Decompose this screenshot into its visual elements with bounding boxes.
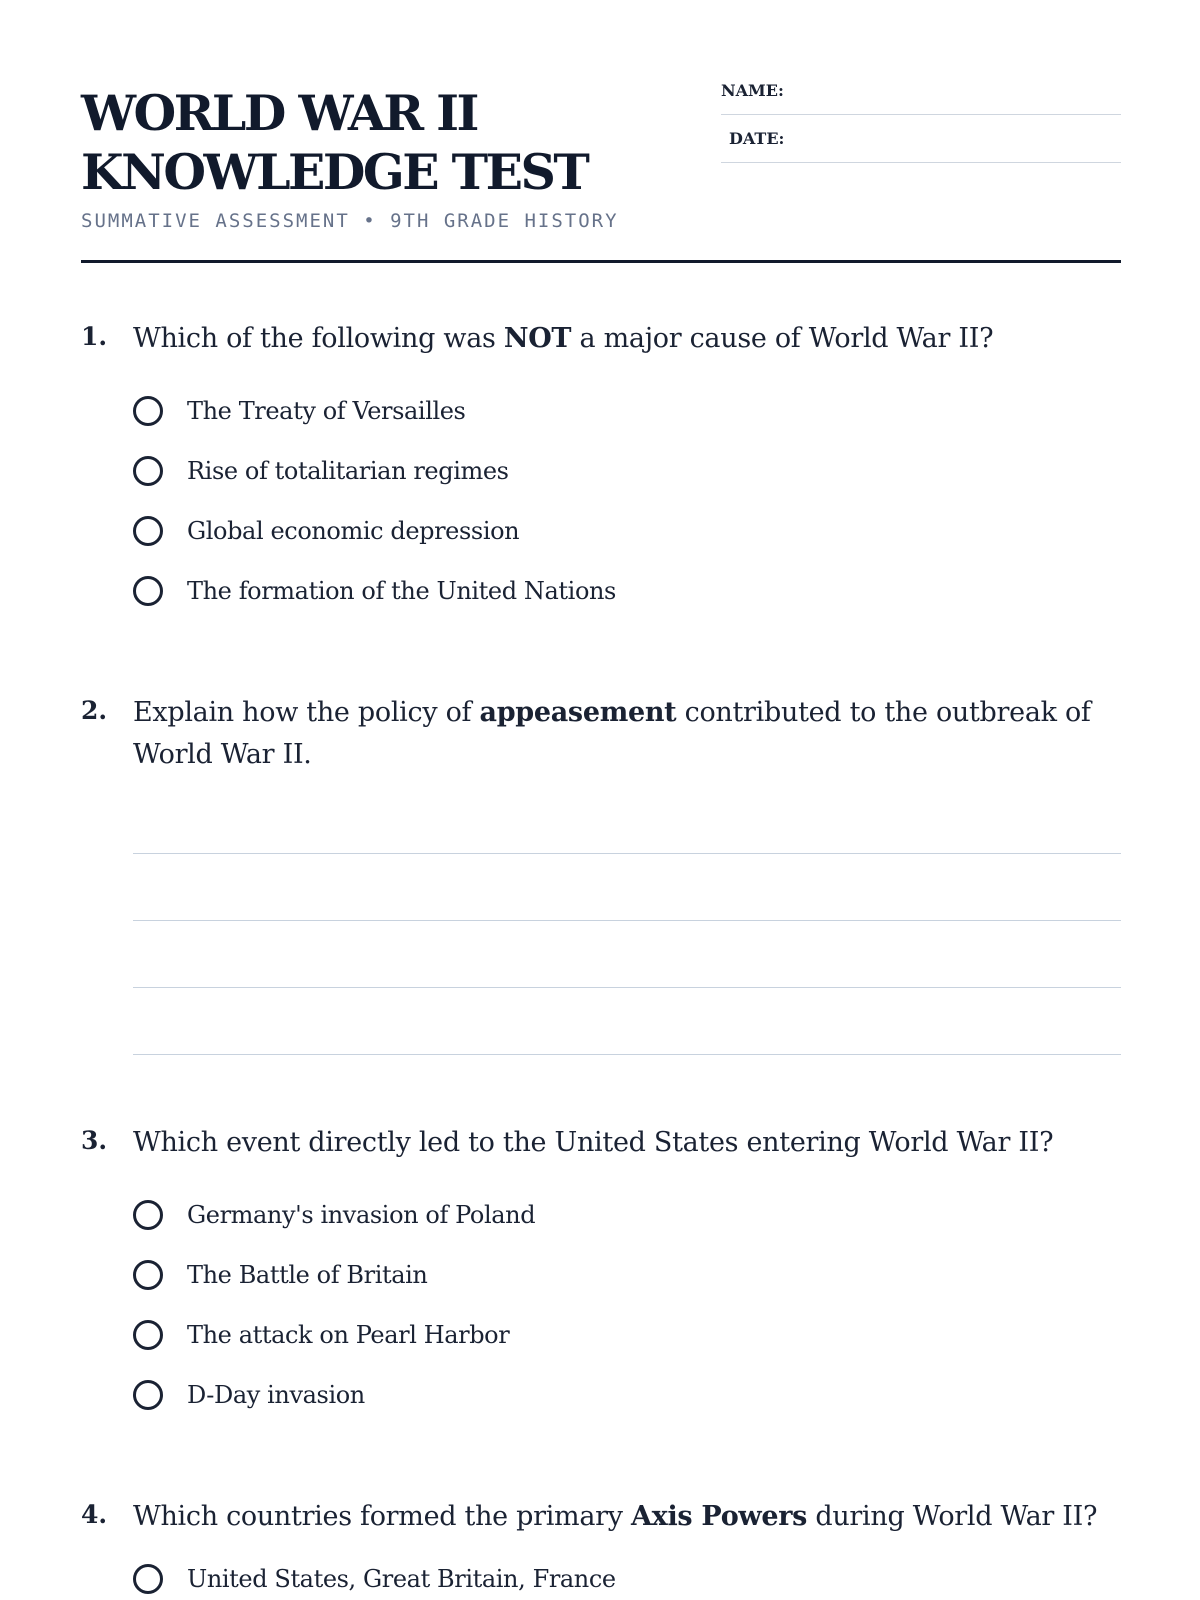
answer-line[interactable] — [133, 991, 1121, 1055]
question-text — [133, 692, 1121, 776]
question-text-part: Which countries formed the primary — [133, 1501, 632, 1532]
option-label: Rise of totalitarian regimes — [187, 457, 509, 485]
question-text: Which event directly led to the United States entering World War II? — [133, 1127, 1054, 1158]
name-input[interactable] — [801, 80, 1121, 112]
date-field — [721, 128, 1121, 163]
question-text-part: Which of the following was — [133, 323, 504, 354]
question-text — [133, 1496, 1121, 1538]
title-line-1: WORLD WAR II — [81, 84, 477, 142]
date-input[interactable] — [801, 128, 1121, 160]
question-text-part: Explain how the policy of — [133, 697, 480, 728]
header-divider — [81, 260, 1121, 263]
option-label: D-Day invasion — [187, 1381, 365, 1409]
radio-button[interactable] — [133, 1564, 163, 1594]
option-label: The formation of the United Nations — [187, 577, 616, 605]
answer-option[interactable] — [133, 571, 616, 611]
date-label: DATE: — [729, 129, 785, 148]
page-subtitle: SUMMATIVE ASSESSMENT • 9TH GRADE HISTORY — [81, 210, 619, 232]
title-line-2: KNOWLEDGE TEST — [81, 143, 588, 201]
name-field — [721, 80, 1121, 115]
question-text-emphasis: NOT — [503, 323, 572, 354]
radio-button[interactable] — [133, 1320, 163, 1350]
radio-button[interactable] — [133, 456, 163, 486]
option-label: The Battle of Britain — [187, 1261, 428, 1289]
answer-line[interactable] — [133, 857, 1121, 921]
answer-option[interactable] — [133, 451, 509, 491]
question-text-emphasis: Axis Powers — [631, 1501, 808, 1532]
page-title — [81, 84, 587, 202]
question-text-part: a major cause of World War II? — [571, 323, 994, 354]
option-label: Germany's invasion of Poland — [187, 1201, 536, 1229]
name-label: NAME: — [721, 81, 784, 100]
answer-option[interactable] — [133, 1255, 427, 1295]
option-label: Global economic depression — [187, 517, 520, 545]
answer-option[interactable] — [133, 1195, 535, 1235]
question-text-part: during World War II? — [807, 1501, 1098, 1532]
question-number: 3. — [81, 1126, 108, 1155]
radio-button[interactable] — [133, 1200, 163, 1230]
radio-button[interactable] — [133, 1380, 163, 1410]
answer-option[interactable] — [133, 511, 519, 551]
question-number: 4. — [81, 1500, 108, 1529]
answer-option[interactable] — [133, 1559, 616, 1599]
radio-button[interactable] — [133, 516, 163, 546]
option-label: The Treaty of Versailles — [187, 397, 466, 425]
option-label: The attack on Pearl Harbor — [187, 1321, 510, 1349]
question-text-part: contributed to the outbreak of World War II. — [133, 697, 1091, 770]
radio-button[interactable] — [133, 576, 163, 606]
radio-button[interactable] — [133, 396, 163, 426]
option-label: United States, Great Britain, France — [187, 1565, 616, 1593]
radio-button[interactable] — [133, 1260, 163, 1290]
answer-line[interactable] — [133, 924, 1121, 988]
question-text-emphasis: appeasement — [479, 697, 677, 728]
question-number: 1. — [81, 322, 108, 351]
question-text — [133, 318, 1121, 360]
answer-option[interactable] — [133, 391, 465, 431]
answer-option[interactable] — [133, 1375, 365, 1415]
question-number: 2. — [81, 696, 108, 725]
answer-line[interactable] — [133, 790, 1121, 854]
answer-option[interactable] — [133, 1315, 509, 1355]
